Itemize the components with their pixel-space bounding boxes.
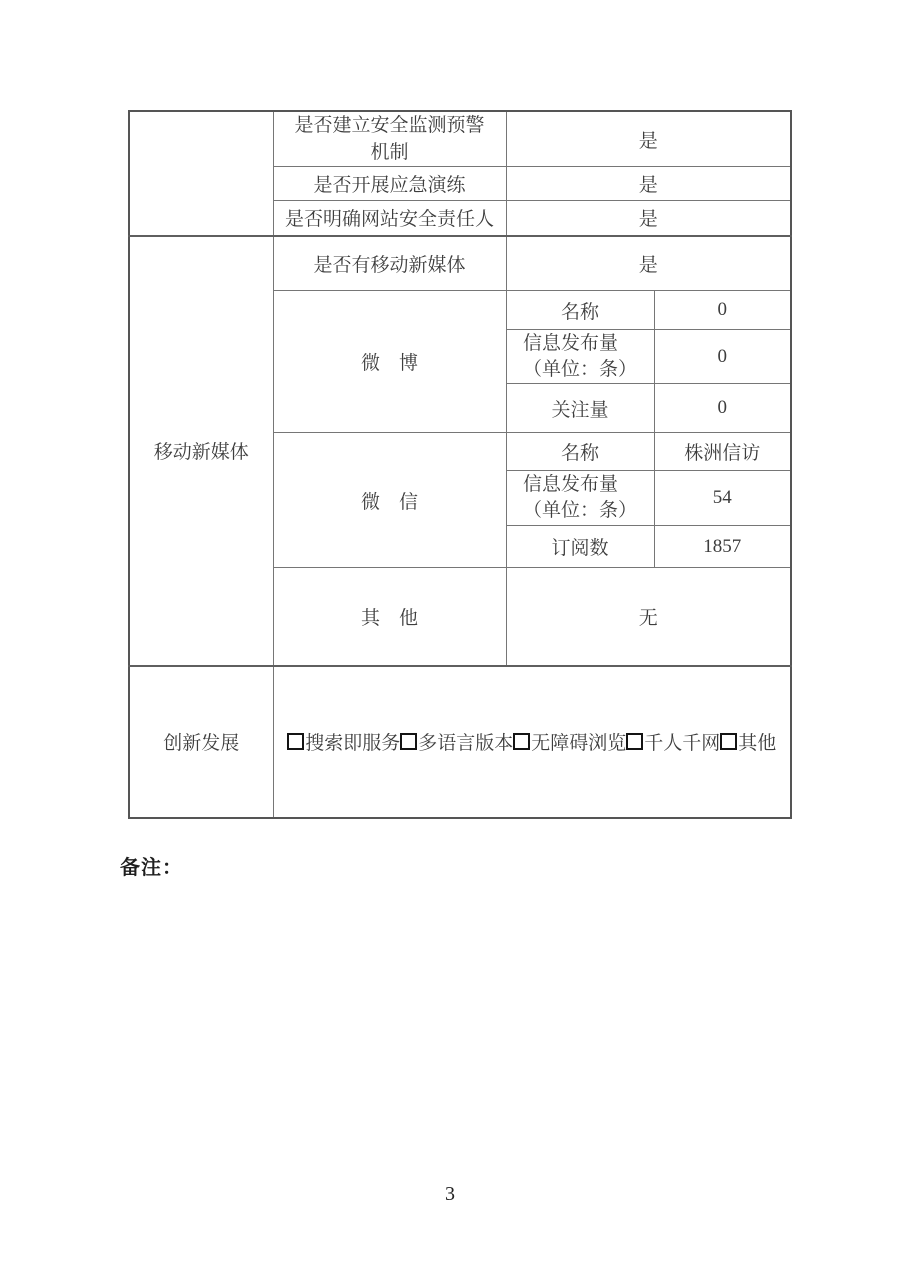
checkbox-unchecked-icon [626, 733, 643, 750]
page-number: 3 [445, 1183, 455, 1205]
row-security-monitoring [129, 111, 791, 167]
weibo-name-value: 0 [654, 291, 791, 330]
wechat-posts-label-line1: 信息发布量 [522, 474, 618, 495]
weibo-posts-label-line1: 信息发布量 [522, 332, 618, 354]
innovation-option [287, 733, 400, 754]
checkbox-label: 千人千网 [644, 733, 721, 754]
security-responsible-value: 是 [506, 201, 791, 236]
weibo-followers-label: 关注量 [506, 384, 654, 433]
has-mobile-media-label: 是否有移动新媒体 [273, 236, 506, 291]
innovation-section-label: 创新发展 [129, 666, 273, 818]
checkbox-label: 其他 [738, 733, 777, 754]
innovation-option [513, 733, 626, 754]
weibo-followers-value: 0 [654, 384, 791, 433]
weibo-posts-value: 0 [654, 330, 791, 384]
security-monitoring-label-text: 是否建立安全监测预警机制 [294, 115, 485, 163]
wechat-posts-label-text [523, 472, 637, 524]
security-monitoring-value: 是 [506, 111, 791, 167]
wechat-name-label: 名称 [506, 433, 654, 471]
wechat-subscribers-label: 订阅数 [506, 526, 654, 568]
wechat-posts-label [506, 471, 654, 526]
emergency-drill-value: 是 [506, 167, 791, 201]
weibo-posts-label [506, 330, 654, 384]
checkbox-label: 搜索即服务 [305, 733, 401, 754]
annual-report-table [128, 110, 792, 819]
wechat-label: 微 信 [273, 433, 506, 568]
wechat-posts-label-line2: （单位：条） [522, 500, 637, 521]
other-media-label: 其 他 [273, 568, 506, 666]
notes-label: 备注： [120, 857, 183, 879]
checkbox-unchecked-icon [287, 733, 304, 750]
checkbox-unchecked-icon [720, 733, 737, 750]
weibo-posts-label-line2: （单位：条） [522, 358, 637, 380]
innovation-options-cell [273, 666, 791, 818]
security-responsible-label: 是否明确网站安全责任人 [273, 201, 506, 236]
security-monitoring-label [273, 111, 506, 167]
mobile-media-section-label: 移动新媒体 [129, 236, 273, 666]
other-media-value: 无 [506, 568, 791, 666]
emergency-drill-label: 是否开展应急演练 [273, 167, 506, 201]
weibo-posts-label-text [523, 331, 637, 383]
innovation-option [626, 733, 720, 754]
section-label-continuation-cell [129, 111, 273, 236]
checkbox-label: 无障碍浏览 [531, 733, 627, 754]
wechat-name-value: 株洲信访 [654, 433, 791, 471]
checkbox-unchecked-icon [513, 733, 530, 750]
has-mobile-media-value: 是 [506, 236, 791, 291]
weibo-name-label: 名称 [506, 291, 654, 330]
wechat-posts-value: 54 [654, 471, 791, 526]
innovation-option [720, 733, 776, 754]
innovation-option [400, 733, 513, 754]
wechat-subscribers-value: 1857 [654, 526, 791, 568]
weibo-label: 微 博 [273, 291, 506, 433]
checkbox-label: 多语言版本 [418, 733, 514, 754]
row-innovation [129, 666, 791, 818]
checkbox-unchecked-icon [400, 733, 417, 750]
row-has-mobile-media [129, 236, 791, 291]
